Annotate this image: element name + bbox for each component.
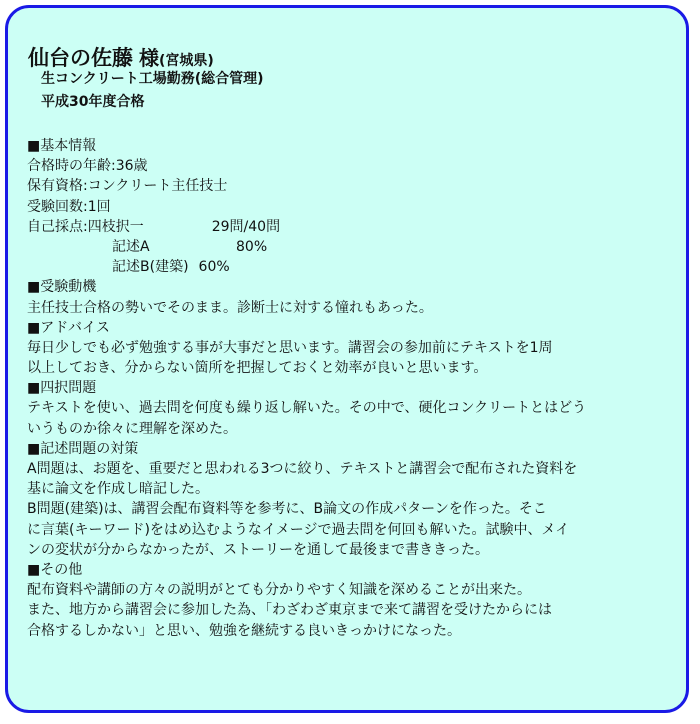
score-value: 60%	[198, 259, 230, 276]
score-item: 記述B(建築)	[112, 259, 189, 276]
paragraph-line: 毎日少しでも必ず勉強する事が大事だと思います。講習会の参加前にテキストを1周	[27, 339, 553, 356]
paragraph-line: 以上しておき、分からない箇所を把握しておくと効率が良いと思います。	[27, 360, 488, 377]
score-item: 四枝択一	[87, 218, 144, 235]
score-row	[27, 257, 687, 277]
paragraph-line: テキストを使い、過去問を何度も繰り返し解いた。その中で、硬化コンクリートとはどう	[27, 400, 587, 417]
attempts-line: 受験回数:1回	[27, 198, 111, 215]
section-heading-other: ■ その他	[27, 560, 687, 580]
content-body	[27, 136, 687, 641]
section-heading-motive: ■ 受験動機	[27, 277, 687, 297]
paragraph-line: A問題は、お題を、重要だと思われる3つに絞り、テキストと講習会で配布された資料を	[27, 461, 578, 477]
paragraph-line: いうものか徐々に理解を深めた。	[27, 420, 237, 437]
section-heading-basic: ■ 基本情報	[27, 136, 687, 156]
paragraph-line: 主任技士合格の勢いでそのまま。診断士に対する憧れもあった。	[27, 299, 433, 316]
paragraph-line: B問題(建築)は、講習会配布資料等を参考に、B論文の作成パターンを作った。そこ	[27, 501, 547, 518]
section-heading-choice: ■ 四択問題	[27, 378, 687, 398]
paragraph-line: 基に論文を作成し暗記した。	[27, 481, 209, 498]
score-row	[27, 237, 687, 257]
paragraph-line: ンの変状が分からなかったが、ストーリーを通して最後まで書ききった。	[27, 541, 489, 558]
section-heading-essay: ■ 記述問題の対策	[27, 439, 687, 459]
paragraph-line: また、地方から講習会に参加した為、「わざわざ東京まで来て講習を受けたからには	[27, 602, 552, 619]
pass-year: 平成30年度合格	[41, 94, 145, 110]
age-line: 合格時の年齢:36歳	[27, 158, 148, 175]
testimonial-card	[5, 5, 689, 713]
paragraph-line: 合格するしかない」と思い、勉強を継続する良いきっかけになった。	[27, 622, 461, 639]
job-title: 生コンクリート工場勤務(総合管理)	[41, 71, 264, 87]
score-item: 記述A	[112, 238, 150, 255]
person-name: 仙台の佐藤	[28, 46, 133, 70]
paragraph-line: 配布資料や講師の方々の説明がとても分かりやすく知識を深めることが出来た。	[27, 582, 531, 599]
score-label: 自己採点:	[27, 218, 88, 235]
honorific: 様	[139, 46, 159, 70]
score-value: 29問/40問	[211, 218, 281, 235]
score-row	[27, 217, 687, 237]
paragraph-line: に言葉(キーワード)をはめ込むようなイメージで過去問を何回も解いた。試験中、メイ	[27, 521, 570, 538]
score-value: 80%	[236, 238, 268, 255]
license-line: 保有資格:コンクリート主任技士	[27, 178, 228, 195]
section-heading-advice: ■ アドバイス	[27, 318, 687, 338]
prefecture: (宮城県)	[159, 53, 214, 69]
